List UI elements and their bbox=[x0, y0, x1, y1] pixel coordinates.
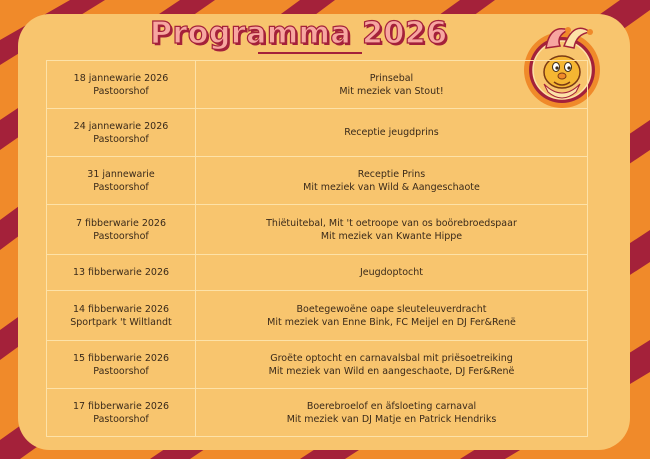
event-location: Pastoorshof bbox=[93, 133, 149, 145]
table-row bbox=[47, 61, 588, 109]
event-description-cell bbox=[196, 61, 588, 109]
page-title: Programma 2026 bbox=[150, 16, 448, 51]
table-row bbox=[47, 255, 588, 291]
table-row bbox=[47, 341, 588, 389]
event-location: Pastoorshof bbox=[93, 413, 149, 425]
event-description-cell bbox=[196, 205, 588, 255]
event-title: Groëte optocht en carnavalsbal mit priësoetreiking bbox=[270, 352, 513, 364]
event-date-cell bbox=[47, 61, 196, 109]
event-date: 13 fibberwarie 2026 bbox=[72, 267, 170, 278]
event-date: 18 jannewarie 2026 bbox=[73, 72, 169, 84]
event-music: Mit meziek van DJ Matje en Patrick Hendriks bbox=[286, 413, 497, 425]
event-date: 7 fibberwarie 2026 bbox=[75, 217, 167, 229]
table-row bbox=[47, 109, 588, 157]
event-location: Sportpark 't Wiltlandt bbox=[70, 316, 172, 328]
event-description-cell bbox=[196, 255, 588, 291]
event-date-cell bbox=[47, 205, 196, 255]
event-music: Mit meziek van Wild & Aangeschaote bbox=[303, 181, 480, 193]
event-date-cell bbox=[47, 109, 196, 157]
event-date-cell bbox=[47, 389, 196, 437]
event-title: Boerebroelof en äfsloeting carnaval bbox=[306, 400, 477, 412]
table-row bbox=[47, 157, 588, 205]
table-row bbox=[47, 205, 588, 255]
event-date-cell bbox=[47, 341, 196, 389]
event-title: Prinsebal bbox=[369, 72, 414, 84]
event-music: Mit meziek van Kwante Hippe bbox=[320, 230, 463, 242]
event-music: Mit meziek van Enne Bink, FC Meijel en DJ Fer&Renë bbox=[267, 316, 516, 328]
event-date: 31 jannewarie bbox=[87, 168, 155, 180]
table-row bbox=[47, 291, 588, 341]
event-title: Receptie Prins bbox=[357, 168, 426, 180]
programme-table bbox=[46, 60, 588, 437]
event-title: Receptie jeugdprins bbox=[344, 127, 439, 138]
event-location: Pastoorshof bbox=[93, 365, 149, 377]
event-location: Pastoorshof bbox=[93, 85, 149, 97]
event-description-cell bbox=[196, 157, 588, 205]
event-title: Boetegewoëne oape sleuteleuverdracht bbox=[296, 303, 487, 315]
event-date-cell bbox=[47, 255, 196, 291]
table-row bbox=[47, 389, 588, 437]
event-date: 17 fibberwarie 2026 bbox=[72, 400, 170, 412]
event-location: Pastoorshof bbox=[93, 181, 149, 193]
event-description-cell bbox=[196, 291, 588, 341]
event-music: Mit meziek van Stout! bbox=[339, 85, 444, 97]
title-underline bbox=[258, 52, 362, 54]
event-date: 24 jannewarie 2026 bbox=[73, 120, 169, 132]
event-description-cell bbox=[196, 389, 588, 437]
event-description-cell bbox=[196, 109, 588, 157]
event-description-cell bbox=[196, 341, 588, 389]
event-date: 15 fibberwarie 2026 bbox=[72, 352, 170, 364]
event-location: Pastoorshof bbox=[93, 230, 149, 242]
event-title: Thiëtuitebal, Mit 't oetroope van os boörebroedspaar bbox=[266, 217, 517, 229]
event-title: Jeugdoptocht bbox=[359, 267, 424, 278]
event-date: 14 fibberwarie 2026 bbox=[72, 303, 170, 315]
event-date-cell bbox=[47, 157, 196, 205]
event-music: Mit meziek van Wild en aangeschaote, DJ Fer&Renë bbox=[268, 365, 515, 377]
event-date-cell bbox=[47, 291, 196, 341]
